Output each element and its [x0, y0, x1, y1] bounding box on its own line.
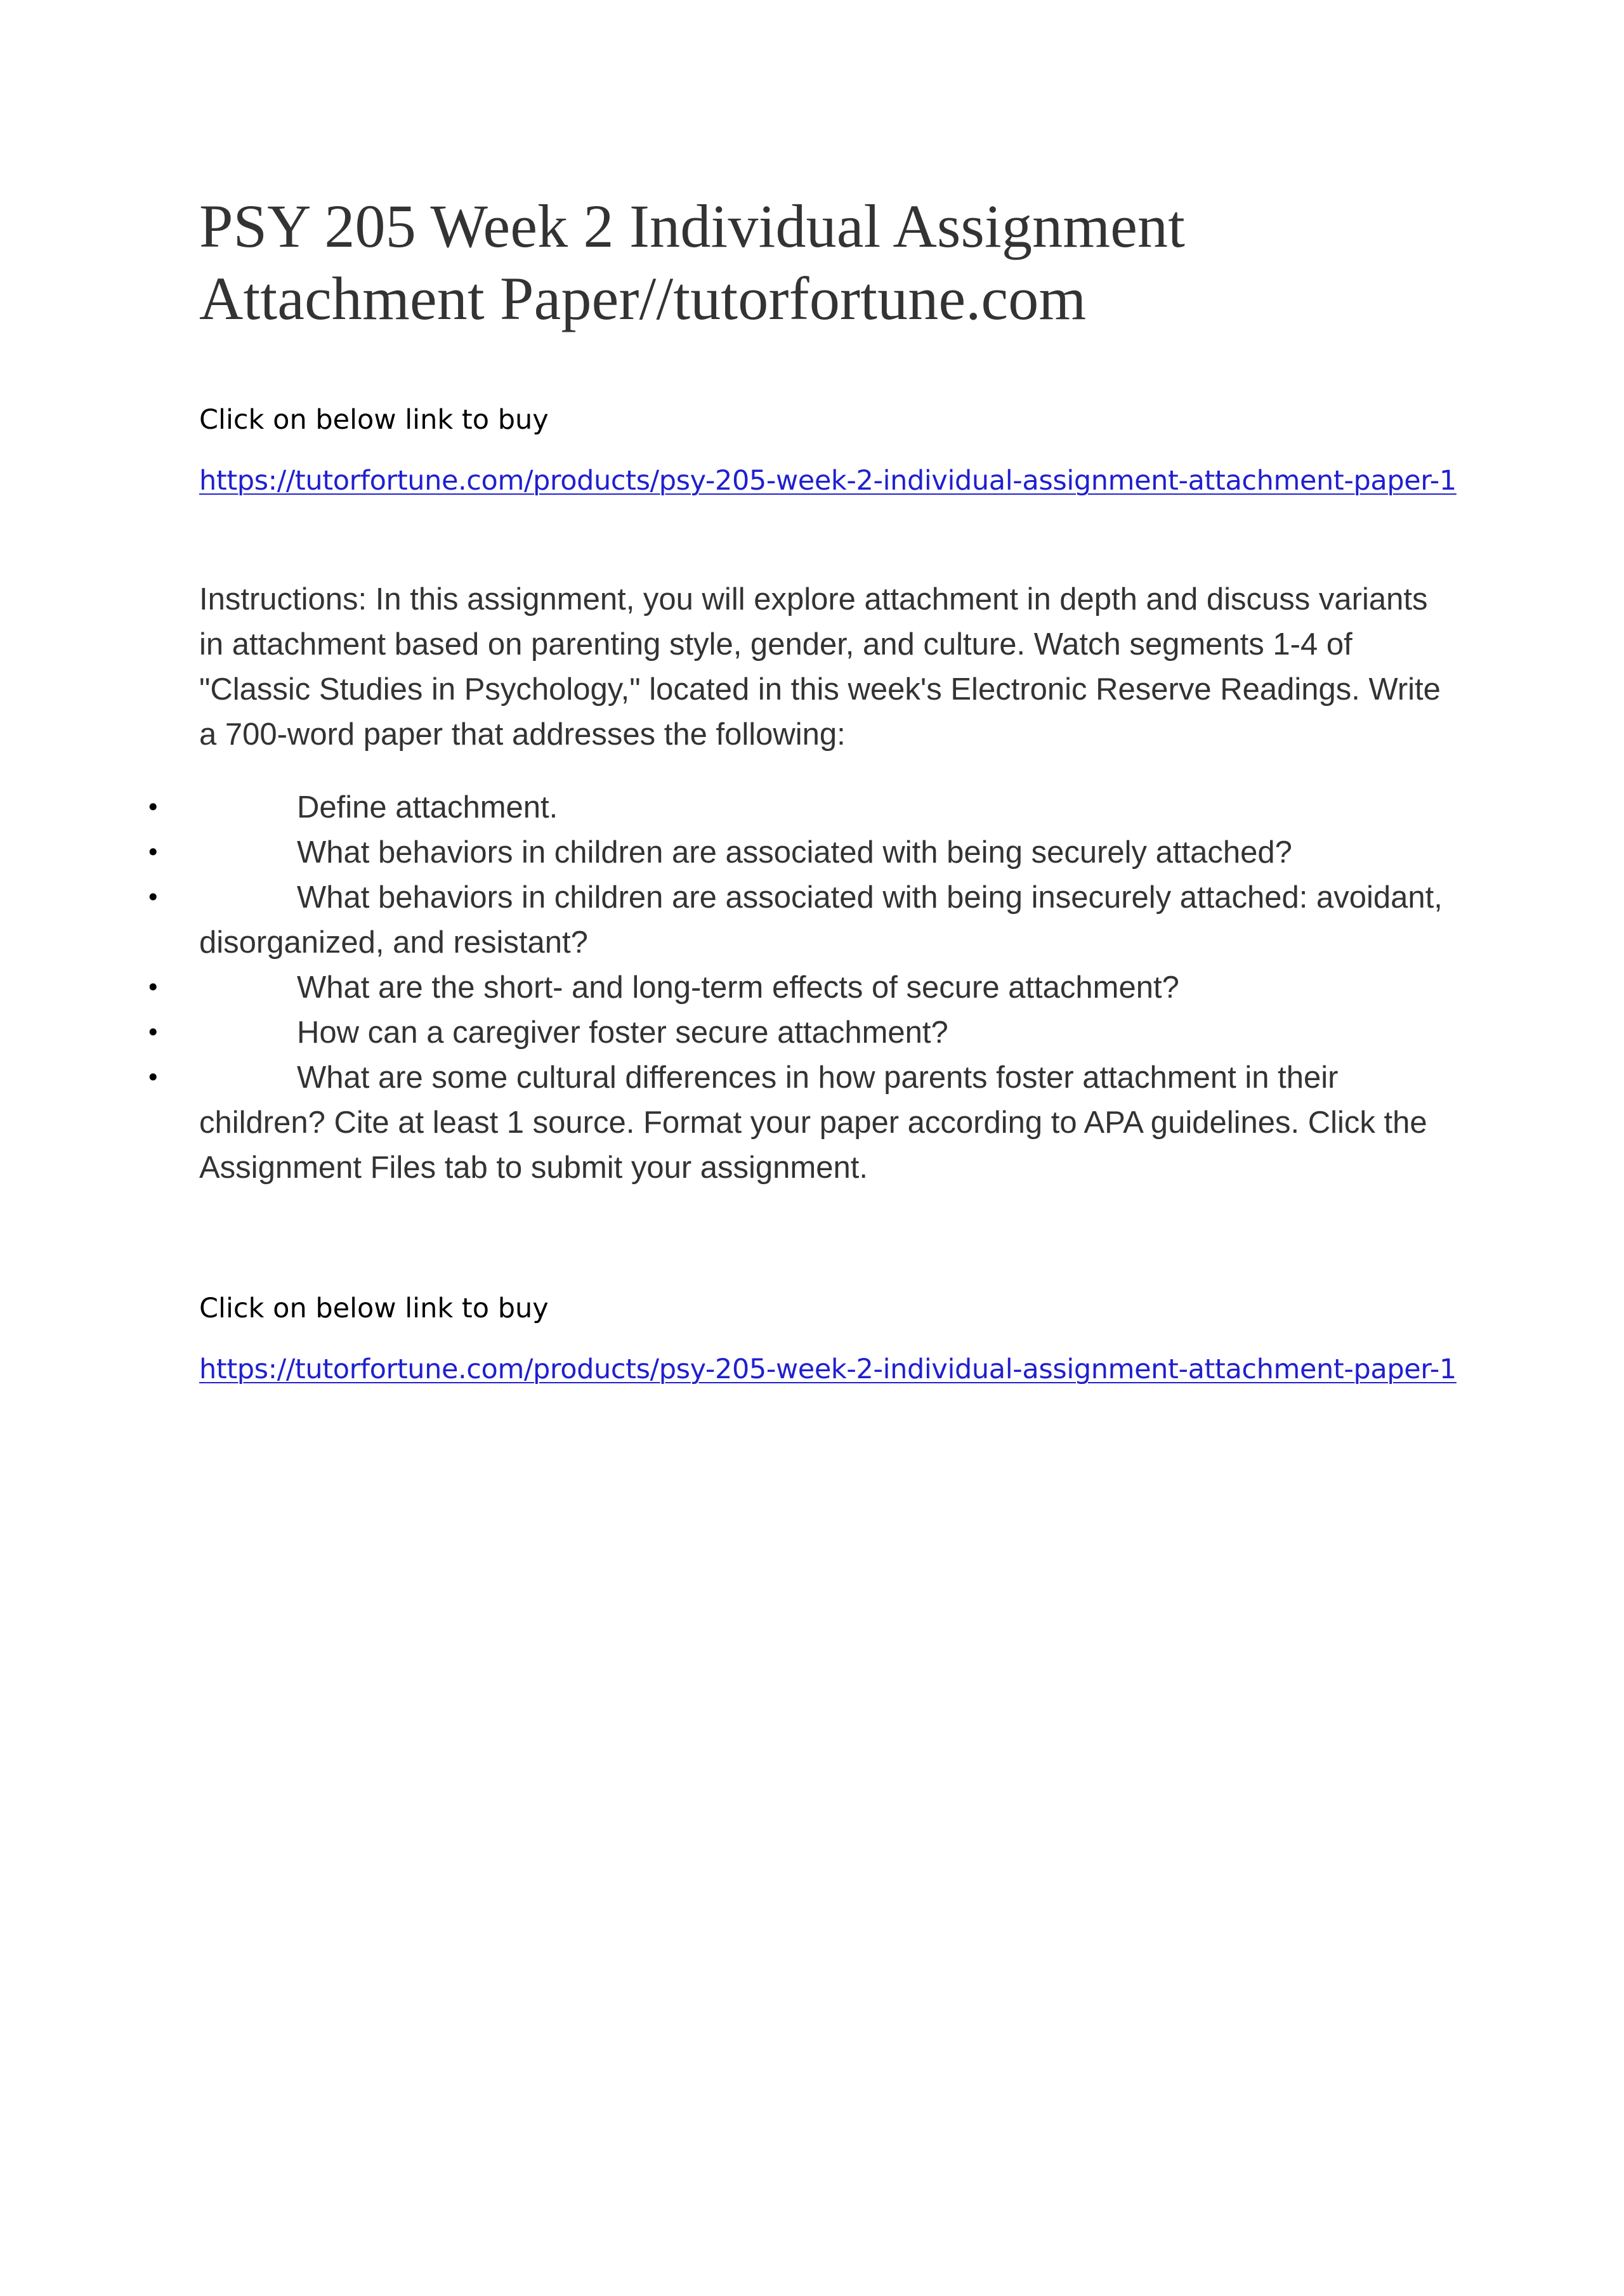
list-item-text: What behaviors in children are associated with being securely attached?: [297, 835, 1292, 870]
bullet-icon: •: [146, 1019, 160, 1047]
list-item-text: How can a caregiver foster secure attachment?: [297, 1015, 948, 1050]
list-item-text: What are some cultural differences in how parents foster attachment in their children? Cite at least 1 source. Format your paper according to APA guidelines. Click the Assignment Files tab to submit your assignment.: [199, 1060, 1427, 1185]
bullet-icon: •: [146, 884, 160, 911]
list-item: [146, 875, 1455, 965]
bullet-icon: •: [146, 793, 160, 821]
title-line-1: PSY 205 Week 2 Individual Assignment: [199, 192, 1186, 260]
list-item: [146, 1010, 1455, 1055]
bullet-icon: •: [146, 838, 160, 866]
buy-link-bottom[interactable]: https://tutorfortune.com/products/psy-205-week-2-individual-assignment-attachment-paper-1: [199, 1353, 1457, 1385]
buy-prompt-top: Click on below link to buy: [199, 404, 549, 436]
list-item-text: What behaviors in children are associated with being insecurely attached: avoidant, disorganized, and resistant?: [199, 880, 1443, 960]
buy-link-top[interactable]: https://tutorfortune.com/products/psy-205-week-2-individual-assignment-attachment-paper-1: [199, 465, 1457, 497]
requirements-list: [146, 785, 1455, 1190]
title-line-2: Attachment Paper//tutorfortune.com: [199, 264, 1087, 332]
bullet-icon: •: [146, 1064, 160, 1092]
document-title: [199, 190, 1455, 335]
list-item: [146, 965, 1455, 1010]
buy-prompt-bottom: Click on below link to buy: [199, 1293, 549, 1324]
list-item: [146, 1055, 1455, 1190]
list-item: [146, 785, 1455, 830]
bullet-icon: •: [146, 974, 160, 1001]
list-item: [146, 830, 1455, 875]
list-item-text: Define attachment.: [297, 790, 558, 825]
instructions-paragraph: Instructions: In this assignment, you will explore attachment in depth and discuss variants in attachment based on parenting style, gender, and culture. Watch segments 1-4 of "Classic Studies in Psychology," located in this week's Electronic Reserve Readings. Write a 700-word paper that addresses the following:: [199, 582, 1441, 752]
document-content: [146, 190, 1457, 1386]
list-item-text: What are the short- and long-term effects of secure attachment?: [297, 970, 1179, 1005]
